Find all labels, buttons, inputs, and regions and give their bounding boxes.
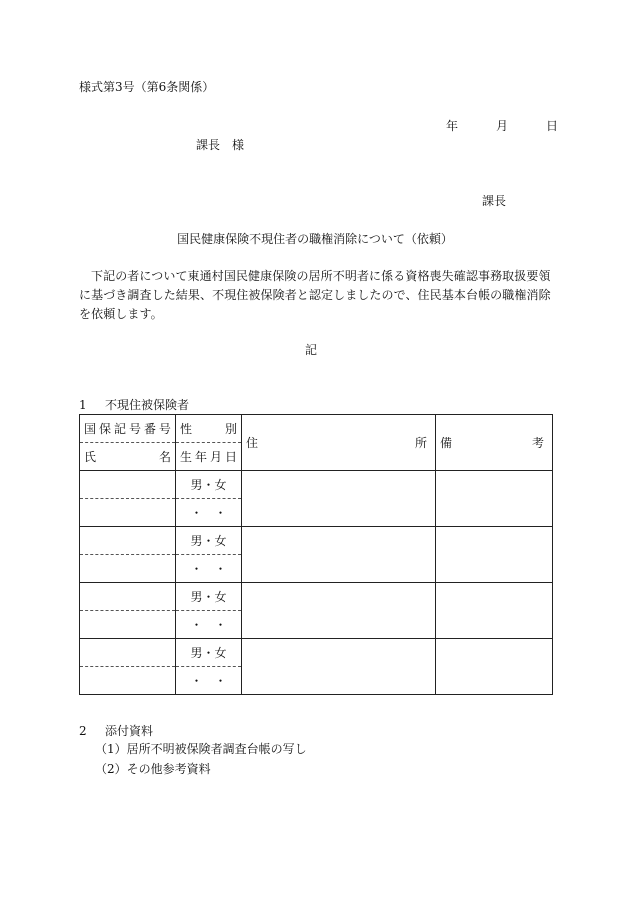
- table-row: [80, 583, 553, 611]
- address-cell[interactable]: [242, 583, 436, 639]
- name-cell[interactable]: [80, 555, 176, 583]
- remarks-cell[interactable]: [436, 639, 553, 695]
- name-cell[interactable]: [80, 667, 176, 695]
- ki-heading: 記: [304, 343, 317, 357]
- header-remarks: 備 考: [436, 415, 553, 471]
- date-line: [446, 119, 558, 133]
- address-cell[interactable]: [242, 527, 436, 583]
- remarks-cell[interactable]: [436, 527, 553, 583]
- body-paragraph: 下記の者について東通村国民健康保険の居所不明者に係る資格喪失確認事務取扱要領に基づき調査した結果、不現住被保険者と認定しましたので、住民基本台帳の職権消除を依頼します。: [79, 269, 551, 321]
- table-row: [80, 527, 553, 555]
- remarks-cell[interactable]: [436, 471, 553, 527]
- date-day-label: 日: [546, 119, 559, 133]
- address-cell[interactable]: [242, 471, 436, 527]
- header-birthdate: 生 年 月 日: [176, 443, 242, 471]
- header-address: 住 所: [242, 415, 436, 471]
- insurance-number-cell[interactable]: [80, 471, 176, 499]
- sex-cell: 男・女: [176, 471, 242, 499]
- table-row: [80, 471, 553, 499]
- insurance-number-cell[interactable]: [80, 583, 176, 611]
- section-1-label: 不現住被保険者: [105, 398, 190, 412]
- section-2-label: 添付資料: [105, 724, 154, 738]
- section-2-heading: [79, 724, 153, 738]
- remarks-cell[interactable]: [436, 583, 553, 639]
- birthdate-cell: ・ ・: [176, 611, 242, 639]
- section-1-heading: [79, 398, 189, 412]
- attachment-item: （1）居所不明被保険者調査台帳の写し: [95, 742, 307, 756]
- header-insurance-number: 国 保 記 号 番 号: [80, 415, 176, 443]
- name-cell[interactable]: [80, 611, 176, 639]
- insurance-number-cell[interactable]: [80, 639, 176, 667]
- name-cell[interactable]: [80, 499, 176, 527]
- header-sex: 性 別: [176, 415, 242, 443]
- sex-cell: 男・女: [176, 639, 242, 667]
- addressee: 課長 様: [196, 138, 245, 152]
- section-2-number: 2: [79, 724, 87, 738]
- header-name: 氏 名: [80, 443, 176, 471]
- sex-cell: 男・女: [176, 583, 242, 611]
- section-1-number: 1: [79, 398, 87, 412]
- form-number: 様式第3号（第6条関係）: [79, 80, 215, 94]
- date-month-label: 月: [496, 119, 509, 133]
- document-title: 国民健康保険不現住者の職権消除について（依頼）: [177, 232, 453, 246]
- table-row: [80, 639, 553, 667]
- address-cell[interactable]: [242, 639, 436, 695]
- birthdate-cell: ・ ・: [176, 499, 242, 527]
- attachment-item: （2）その他参考資料: [95, 762, 211, 776]
- table-header-row-1: [80, 415, 553, 443]
- date-year-label: 年: [446, 119, 459, 133]
- birthdate-cell: ・ ・: [176, 555, 242, 583]
- insured-table: [79, 414, 553, 695]
- insurance-number-cell[interactable]: [80, 527, 176, 555]
- sender: 課長: [482, 194, 507, 208]
- birthdate-cell: ・ ・: [176, 667, 242, 695]
- sex-cell: 男・女: [176, 527, 242, 555]
